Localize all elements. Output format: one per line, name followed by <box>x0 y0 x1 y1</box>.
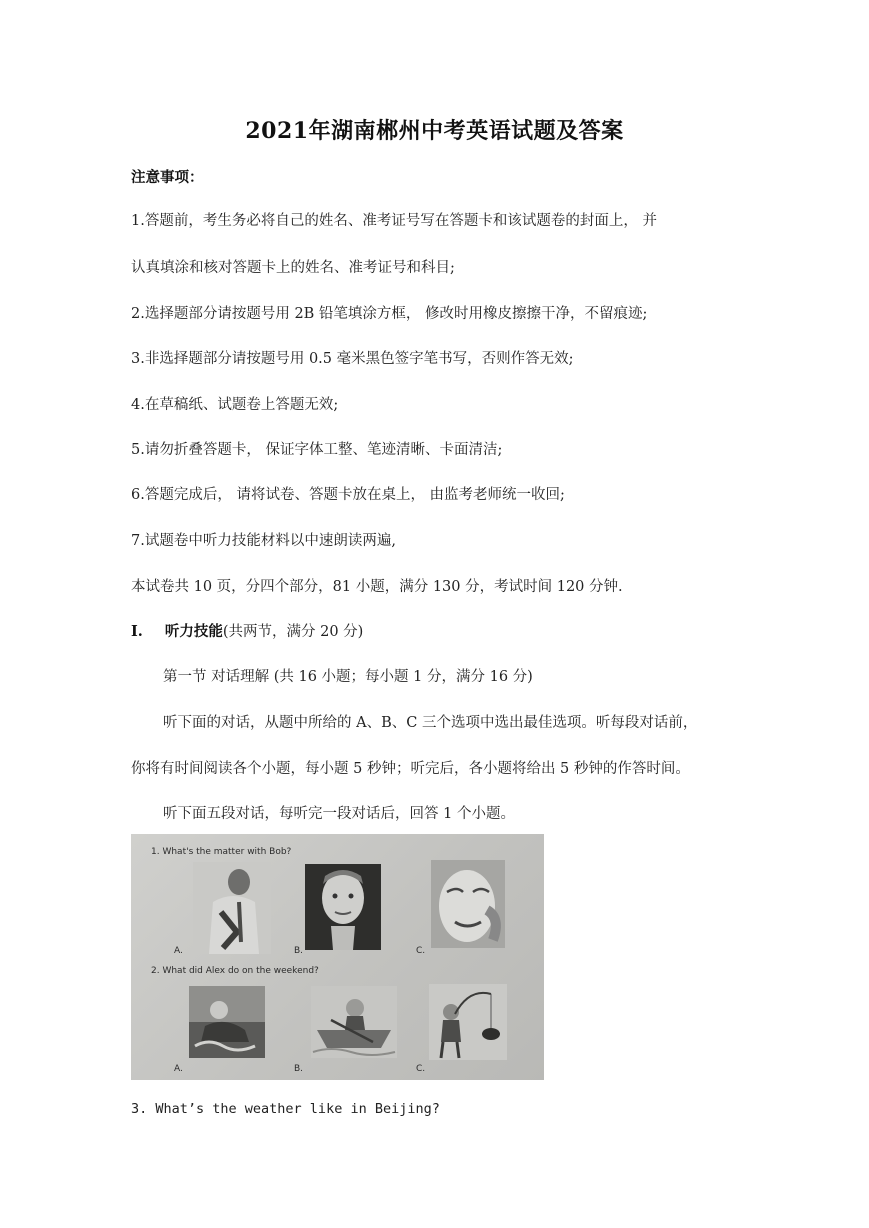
photo-q1-option-b: B. <box>294 946 304 956</box>
note-7: 7.试题卷中听力技能材料以中速朗读两遍, <box>131 533 396 549</box>
photo-question-2: 2. What did Alex do on the weekend? <box>151 966 319 976</box>
instruction-line-2: 你将有时间阅读各个小题，每小题 5 秒钟；听完后，各小题将给出 5 秒钟的作答时间。 <box>131 761 690 777</box>
photo-q2-option-b: B. <box>294 1064 304 1074</box>
boy-fishing-picture <box>429 984 507 1060</box>
instruction-line-1: 听下面的对话，从题中所给的 A、B、C 三个选项中选出最佳选项。听每段对话前， <box>163 715 698 731</box>
face-toothache-picture <box>431 860 505 948</box>
notice-heading: 注意事项： <box>131 169 204 186</box>
photo-q2-option-a: A. <box>174 1064 183 1074</box>
note-6: 6.答题完成后， 请将试卷、答题卡放在桌上， 由监考老师统一收回; <box>131 487 565 503</box>
boy-boating-picture <box>311 986 397 1058</box>
note-3: 3.非选择题部分请按题号用 0.5 毫米黑色签字笔书写，否则作答无效; <box>131 351 574 367</box>
instruction-line-3: 听下面五段对话，每听完一段对话后，回答 1 个小题。 <box>163 806 515 822</box>
section-heading <box>131 620 363 641</box>
part-one-heading: 第一节 对话理解 (共 16 小题；每小题 1 分，满分 16 分) <box>163 669 533 685</box>
exam-summary: 本试卷共 10 页，分四个部分，81 小题，满分 130 分，考试时间 120 分钟. <box>131 579 623 595</box>
section-title: 听力技能 <box>164 623 223 640</box>
boy-toothache-picture <box>305 864 381 950</box>
note-2: 2.选择题部分请按题号用 2B 铅笔填涂方框， 修改时用橡皮擦擦干净，不留痕迹; <box>131 306 648 322</box>
listening-questions-photo <box>131 834 544 1080</box>
note-1: 1.答题前，考生务必将自己的姓名、准考证号写在答题卡和该试题卷的封面上， 并 <box>131 213 657 229</box>
section-number: I. <box>131 623 143 640</box>
document-title: 2021年湖南郴州中考英语试题及答案 <box>245 118 624 144</box>
photo-q1-option-c: C. <box>416 946 426 956</box>
photo-q1-option-a: A. <box>174 946 183 956</box>
note-1-cont: 认真填涂和核对答题卡上的姓名、准考证号和科目; <box>131 260 455 276</box>
section-info: (共两节，满分 20 分) <box>222 624 364 640</box>
note-4: 4.在草稿纸、试题卷上答题无效; <box>131 397 339 413</box>
photo-q2-option-c: C. <box>416 1064 426 1074</box>
note-5: 5.请勿折叠答题卡， 保证字体工整、笔迹清晰、卡面清洁; <box>131 442 503 458</box>
boy-swimming-picture <box>189 986 265 1058</box>
man-stomachache-picture <box>193 862 271 954</box>
question-3: 3. What’s the weather like in Beijing? <box>131 1101 440 1117</box>
photo-question-1: 1. What's the matter with Bob? <box>151 847 292 857</box>
